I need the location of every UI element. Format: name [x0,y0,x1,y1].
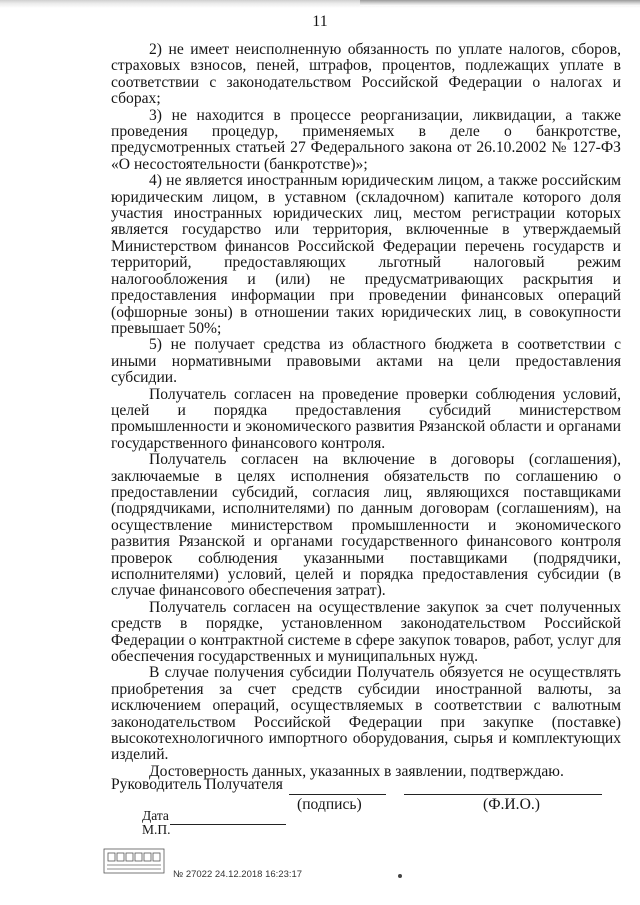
paragraph-item-3: 3) не находится в процессе реорганизации, ликвидации, а также проведения процедур, применяемых в деле о банкротстве, предусмотренных статьей 27 Федерального закона от 26.10.2002 № 127-ФЗ «О несостоятельности (банкротстве)»; [111,106,621,173]
paragraph-procurement-consent: Получатель согласен на осуществление закупок за счет полученных средств в порядке, установленном законодательством Российской Федерации о контрактной системе в сфере закупок товаров, работ, услуг для обеспечения государственных и муниципальных нужд. [111,598,621,666]
head-label: Руководитель Получателя [111,776,283,793]
paragraph-contract-consent: Получатель согласен на включение в договоры (соглашения), заключаемые в целях исполнения обязательств по соглашению о предоставлении субсидий, согласия лиц, являющихся поставщиками (подрядчиками, исполнителями) по данным договорам (соглашениям), на осуществление министерством промышленности и экономического развития Рязанской и органами государственного финансового контроля проверок соблюдения указанными поставщиками (подрядчики, исполнителями) условий, целей и порядка предоставления субсидии (в случае финансового обеспечения затрат). [111,451,621,600]
paragraph-item-2: 2) не имеет неисполненную обязанность по уплате налогов, сборов, страховых взносов, пеней, штрафов, процентов, подлежащих уплате в соответствии с законодательством Российской Федерации о налогах и сборах; [111,41,621,108]
paragraph-item-5: 5) не получает средства из областного бюджета в соответствии с иными нормативными правовыми актами на цели предоставления субсидии. [111,336,621,387]
date-label: Дата [142,808,169,823]
paragraph-inspection-consent: Получатель согласен на проведение проверки соблюдения условий, целей и порядка предоставления субсидий министерством промышленности и экономического развития Рязанской области и органами государственного финансового контроля. [111,385,621,452]
paragraph-item-4: 4) не является иностранным юридическим лицом, а также российским юридическим лицом, в уставном (складочном) капитале которого доля участия иностранных юридических лиц, местом регистрации которых является государство или территория, включенные в утверждаемый Министерством финансов Российской Федерации перечень государств и территорий, предоставляющих льготный налоговый режим налогообложения и (или) не предусматривающих раскрытия и предоставления информации при проведении финансовых операций (офшорные зоны) в отношении таких юридических лиц, в совокупности превышает 50%; [111,172,621,337]
scan-dot [398,874,402,878]
registry-stamp-icon [103,848,165,874]
page-number: 11 [312,13,328,30]
name-line [404,794,602,795]
signature-line [289,794,386,795]
paragraph-confirmation: Достоверность данных, указанных в заявлении, подтверждаю. [149,762,564,780]
date-line [170,824,286,825]
name-caption: (Ф.И.О.) [483,796,540,813]
registration-number: № 27022 24.12.2018 16:23:17 [173,869,303,880]
seal-label: М.П. [142,822,171,837]
paragraph-currency-obligation: В случае получения субсидии Получатель обязуется не осуществлять приобретения за счет средств субсидии иностранной валюты, за исключением операций, осуществляемых в соответствии с валютным законодательством Российской Федерации при закупке (поставке) высокотехнологичного импортного оборудования, сырья и комплектующих изделий. [111,664,621,764]
signature-caption: (подпись) [297,796,362,813]
scan-top-edge-dark [360,0,640,6]
document-body [111,42,621,780]
